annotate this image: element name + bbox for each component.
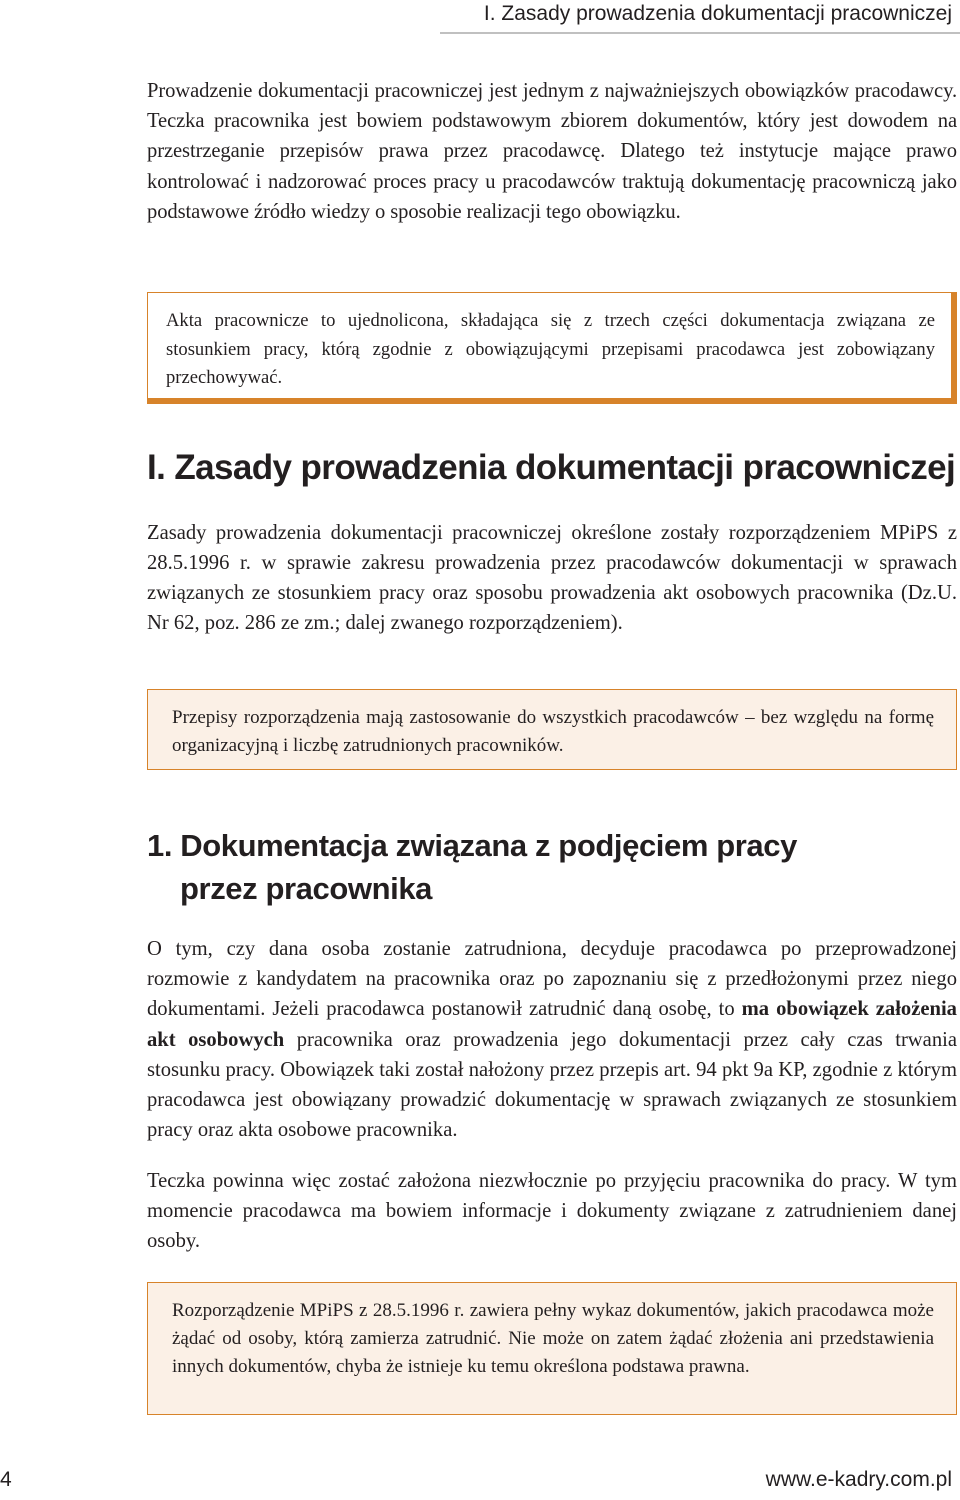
paragraph-1-text-a: O tym, czy dana osoba zostanie zatrudniona, decyduje pracodawca po przeprowadzonej rozmowie z kandydatem na pracownika oraz po zapoznaniu się z przedłożonymi przez niego dokumentami. Jeżeli pracodawca postanowił zatrudnić daną osobę, to xyxy=(147,938,957,1021)
definition-text: Akta pracownicze to ujednolicona, składająca się z trzech części dokumentacja związana ze stosunkiem pracy, którą zgodnie z obowiązującymi przepisami pracodawca jest zobowiązany przechowywać. xyxy=(166,310,935,389)
subsection-paragraph-1 xyxy=(147,934,957,1145)
intro-paragraph: Prowadzenie dokumentacji pracowniczej jest jednym z najważniejszych obowiązków pracodawcy. Teczka pracownika jest bowiem podstawowym zbiorem dokumentów, który jest dowodem na przestrzeganie przepisów prawa przez pracodawcę. Dlatego też instytucje mające prawo kontrolować i nadzorować proces pracy u pracodawców traktują dokumentację pracowniczą jako podstawowe źródło wiedzy o sposobie realizacji tego obowiązku. xyxy=(147,80,957,223)
note-box-scope xyxy=(147,689,957,770)
running-header-title: I. Zasady prowadzenia dokumentacji pracowniczej xyxy=(483,2,952,25)
website-link[interactable]: www.e-kadry.com.pl xyxy=(765,1468,952,1491)
subsection-heading-line2: przez pracownika xyxy=(180,871,433,906)
subsection-paragraph-2: Teczka powinna więc zostać założona niezwłocznie po przyjęciu pracownika do pracy. W tym momencie pracodawca ma bowiem informacje i dokumenty związane z zatrudnieniem danej osoby. xyxy=(147,1170,957,1253)
paragraph-1-bold-phrase: ma obowiązek założenia akt osobowych xyxy=(147,998,957,1051)
note-box-regulation xyxy=(147,1282,957,1415)
header-divider xyxy=(440,32,960,34)
section-1-paragraph: Zasady prowadzenia dokumentacji pracowniczej określone zostały rozporządzeniem MPiPS z 28.5.1996 r. w sprawie zakresu prowadzenia przez pracodawców dokumentacji w sprawach związanych ze stosunkiem pracy oraz sposobu prowadzenia akt osobowych pracownika (Dz.U. Nr 62, poz. 286 ze zm.; dalej zwanego rozporządzeniem). xyxy=(147,522,957,634)
note-regulation-text: Rozporządzenie MPiPS z 28.5.1996 r. zawiera pełny wykaz dokumentów, jakich pracodawca może żądać od osoby, którą zamierza zatrudnić. Nie może on zatem żądać złożenia ani przedstawienia innych dokumentów, chyba że istnieje ku temu określona podstawa prawna. xyxy=(172,1300,934,1377)
paragraph-1-text-b: pracownika oraz prowadzenia jego dokumentacji przez cały czas trwania stosunku pracy. Obowiązek taki został nałożony przez przepis art. 94 pkt 9a KP, zgodnie z którym pracodawca jest obowiązany prowadzić dokumentację w sprawach związanych ze stosunkiem pracy oraz akta osobowe pracownika. xyxy=(147,1028,957,1142)
definition-box xyxy=(147,292,957,404)
section-heading: I. Zasady prowadzenia dokumentacji pracowniczej xyxy=(147,448,956,487)
subsection-heading-line1: 1. Dokumentacja związana z podjęciem pracy xyxy=(147,828,797,863)
note-scope-text: Przepisy rozporządzenia mają zastosowanie do wszystkich pracodawców – bez względu na formę organizacyjną i liczbę zatrudnionych pracowników. xyxy=(172,707,934,756)
page-number: 4 xyxy=(0,1468,12,1491)
subsection-heading xyxy=(147,824,797,910)
